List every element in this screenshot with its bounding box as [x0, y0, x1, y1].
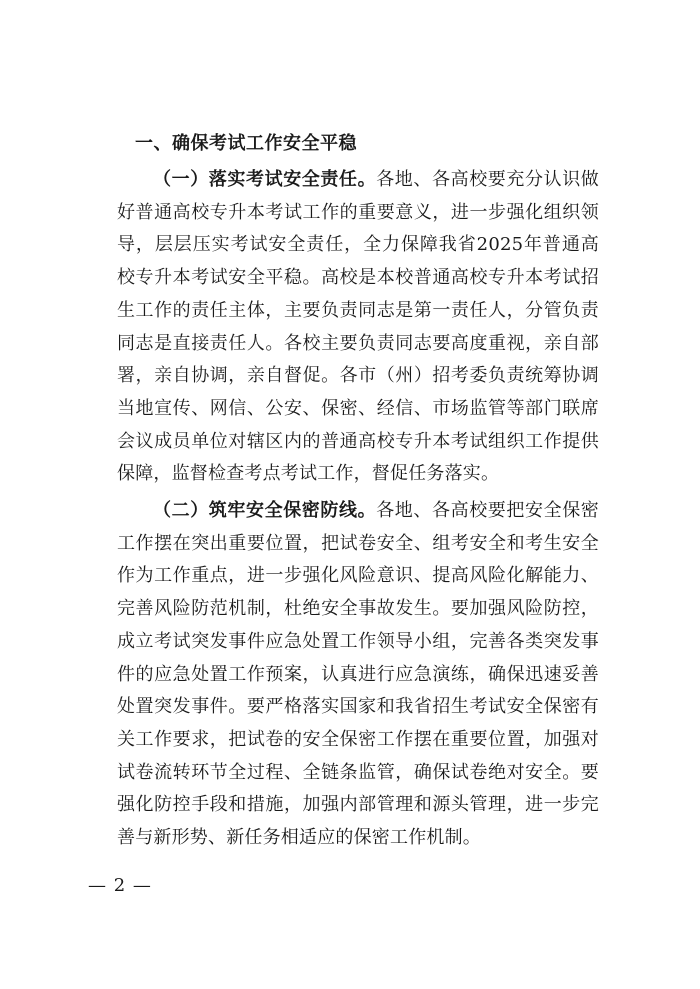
page-number: — 2 — [88, 875, 152, 896]
document-body [117, 131, 599, 855]
paragraph-text: 各地、各高校要把安全保密工作摆在突出重要位置，把试卷安全、组考安全和考生安全作为工作重点，进一步强化风险意识、提高风险化解能力、完善风险防范机制，杜绝安全事故发生。要加强风险防控，成立考试突发事件应急处置工作领导小组，完善各类突发事件的应急处置工作预案，认真进行应急演练，确保迅速妥善处置突发事件。要严格落实国家和我省招生考试安全保密有关工作要求，把试卷的安全保密工作摆在重要位置，加强对试卷流转环节全过程、全链条监管，确保试卷绝对安全。要强化防控手段和措施，加强内部管理和源头管理，进一步完善与新形势、新任务相适应的保密工作机制。 [117, 500, 599, 849]
paragraph-text: 各地、各高校要充分认识做好普通高校专升本考试工作的重要意义，进一步强化组织领导，层层压实考试安全责任，全力保障我省2025年普通高校专升本考试安全平稳。高校是本校普通高校专升本考试招生工作的责任主体，主要负责同志是第一责任人，分管负责同志是直接责任人。各校主要负责同志要高度重视，亲自部署，亲自协调，亲自督促。各市（州）招考委负责统筹协调当地宣传、网信、公安、保密、经信、市场监管等部门联席会议成员单位对辖区内的普通高校专升本考试组织工作提供保障，监督检查考点考试工作，督促任务落实。 [117, 169, 599, 485]
paragraph-security-responsibility [117, 164, 599, 491]
paragraph-confidentiality-defense [117, 495, 599, 855]
paragraph-lead: （一）落实考试安全责任。 [153, 169, 377, 190]
section-heading: 一、确保考试工作安全平稳 [135, 133, 357, 154]
paragraph-lead: （二）筑牢安全保密防线。 [153, 500, 377, 522]
